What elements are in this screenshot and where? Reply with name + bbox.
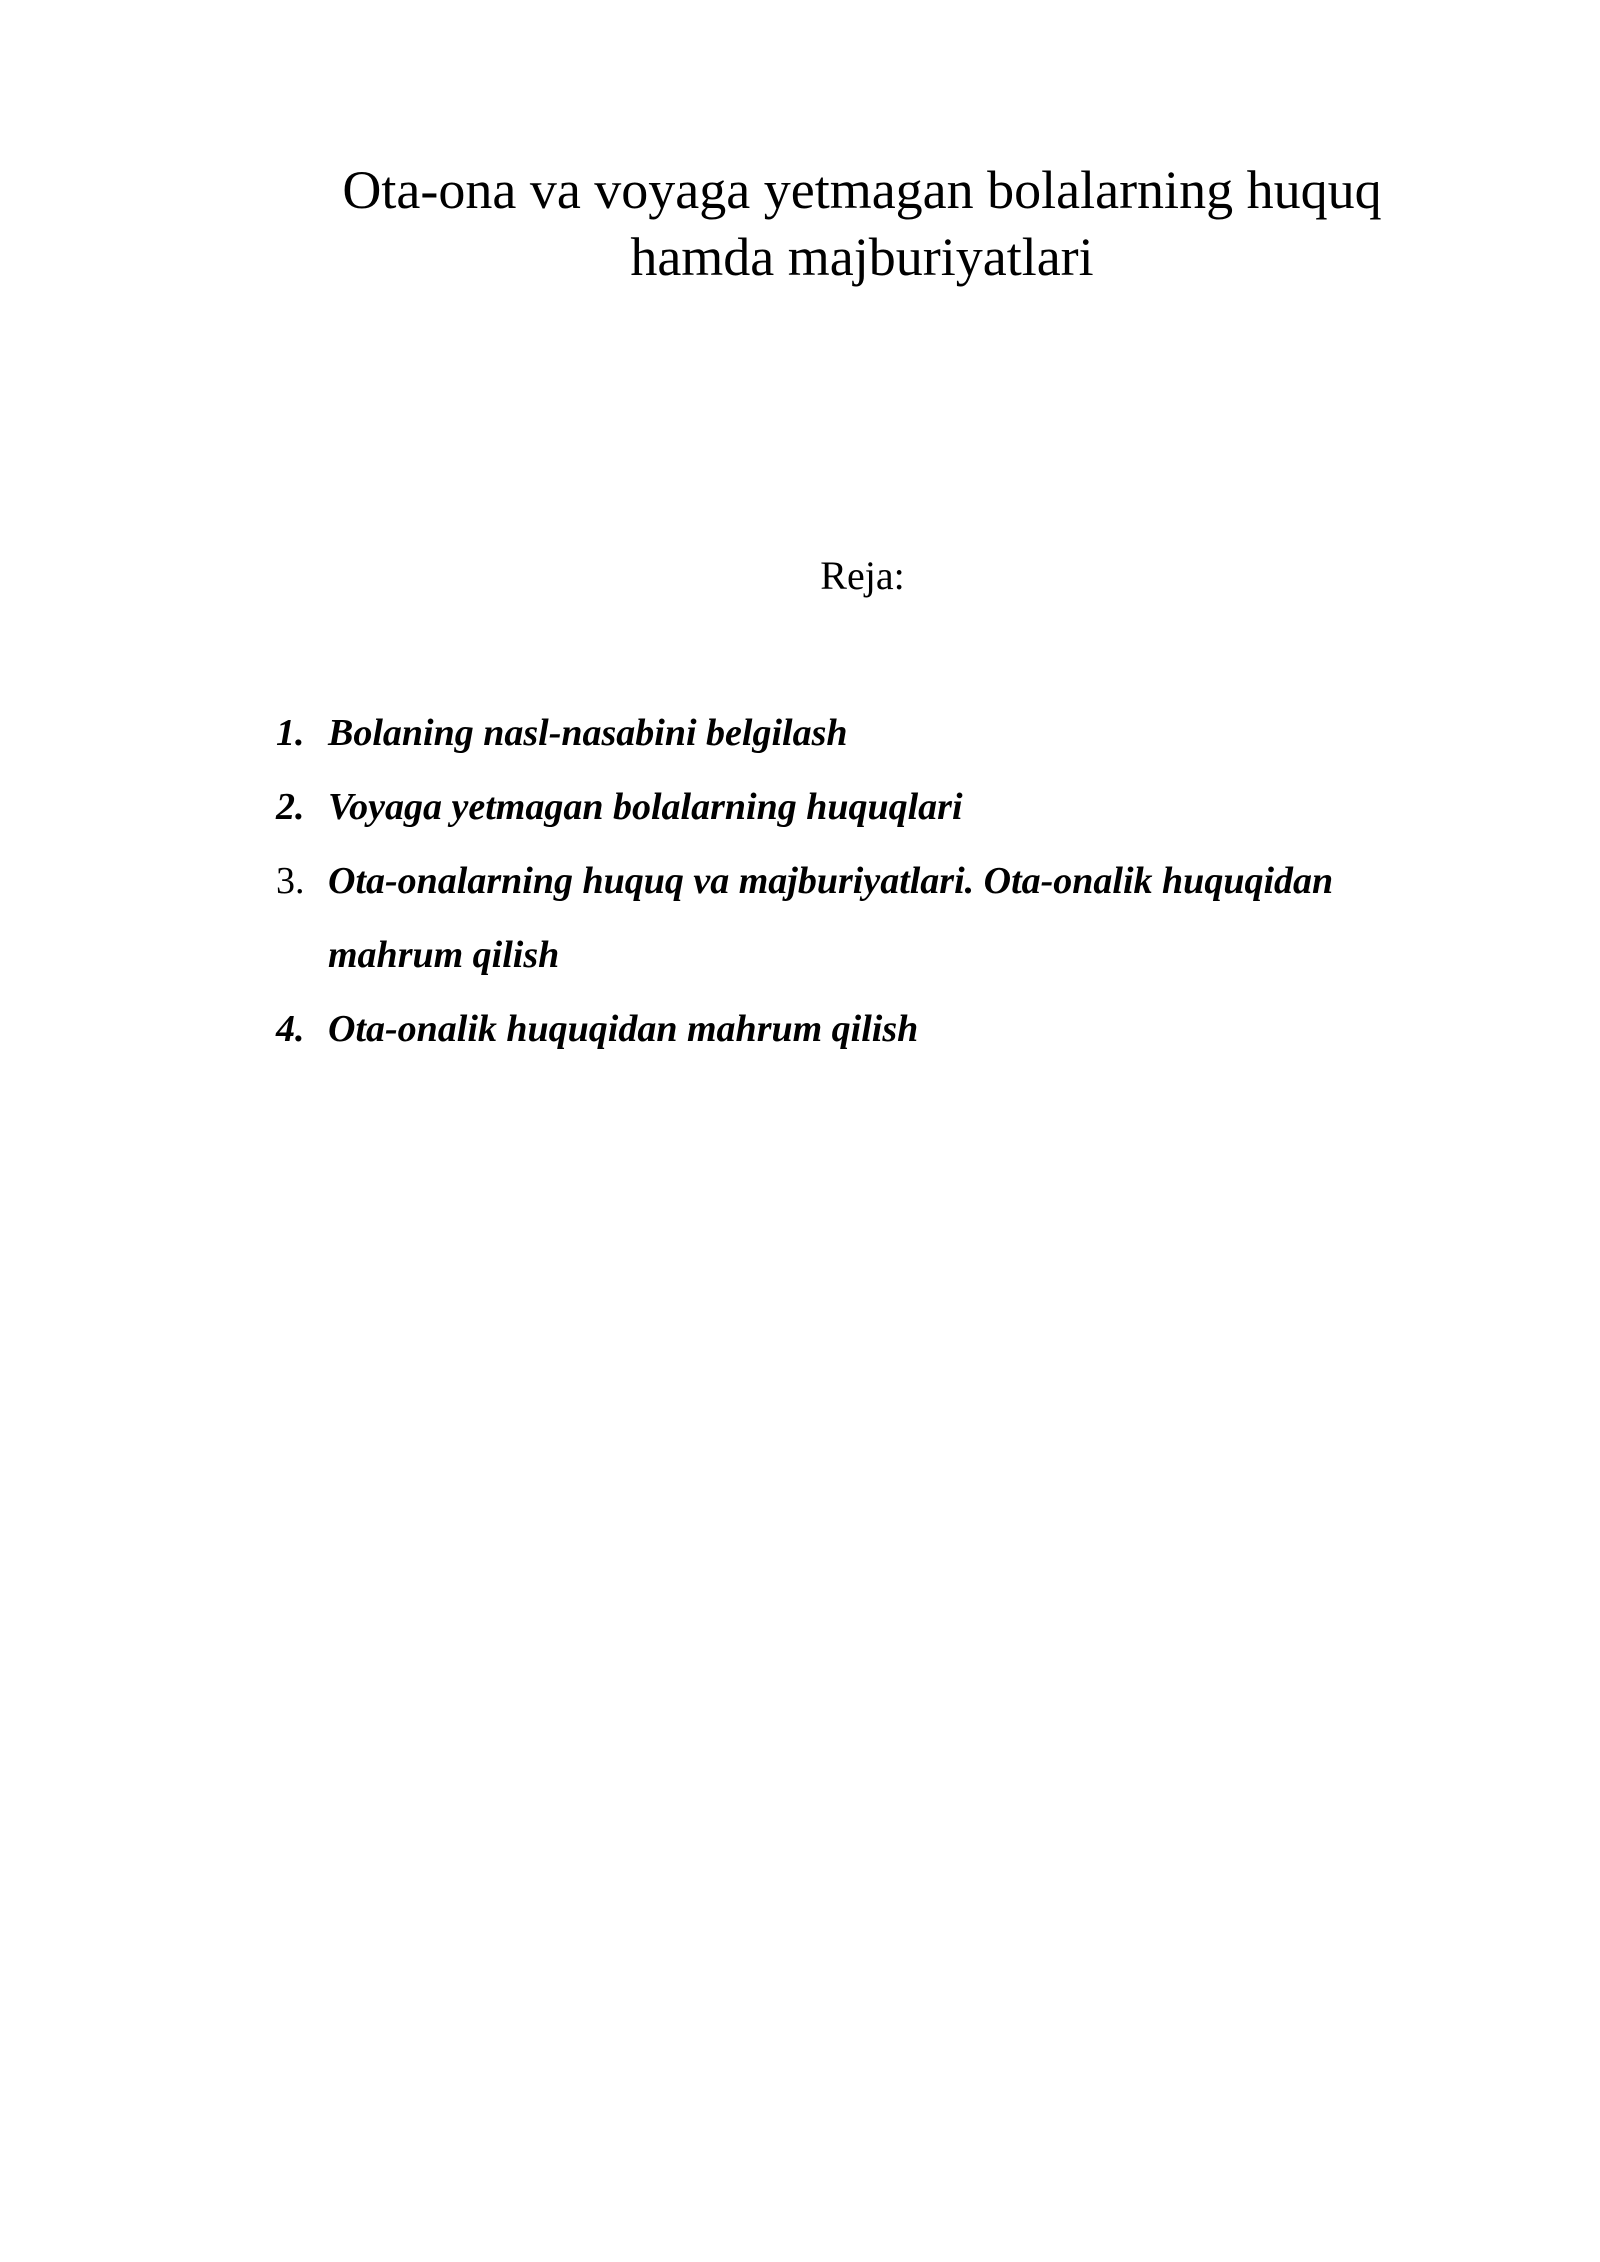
plan-item-number: 3. [276, 860, 305, 902]
plan-item-1 [276, 696, 1476, 770]
plan-item-line: mahrum qilish [328, 934, 560, 976]
title-line-2: hamda majburiyatlari [630, 227, 1094, 287]
plan-item-number: 4. [276, 1008, 305, 1050]
plan-item-text [328, 696, 1476, 770]
plan-item-line: Bolaning nasl-nasabini belgilash [328, 712, 848, 754]
plan-item-2 [276, 770, 1476, 844]
plan-item-3 [276, 844, 1476, 992]
plan-item-line: Ota-onalarning huquq va majburiyatlari. Ota-onalik huquqidan [328, 860, 1334, 902]
title-line-1: Ota-ona va voyaga yetmagan bolalarning huquq [342, 160, 1382, 220]
plan-list [276, 696, 1476, 1066]
plan-item-line: Voyaga yetmagan bolalarning huquqlari [328, 786, 963, 828]
plan-item-number: 2. [276, 786, 305, 828]
plan-item-text [328, 992, 1476, 1066]
plan-item-line: Ota-onalik huquqidan mahrum qilish [328, 1008, 919, 1050]
plan-item-number: 1. [276, 712, 305, 754]
plan-heading: Reja: [820, 553, 905, 598]
plan-item-text [328, 844, 1476, 992]
plan-item-text [328, 770, 1476, 844]
page-title [262, 157, 1462, 291]
plan-item-4 [276, 992, 1476, 1066]
